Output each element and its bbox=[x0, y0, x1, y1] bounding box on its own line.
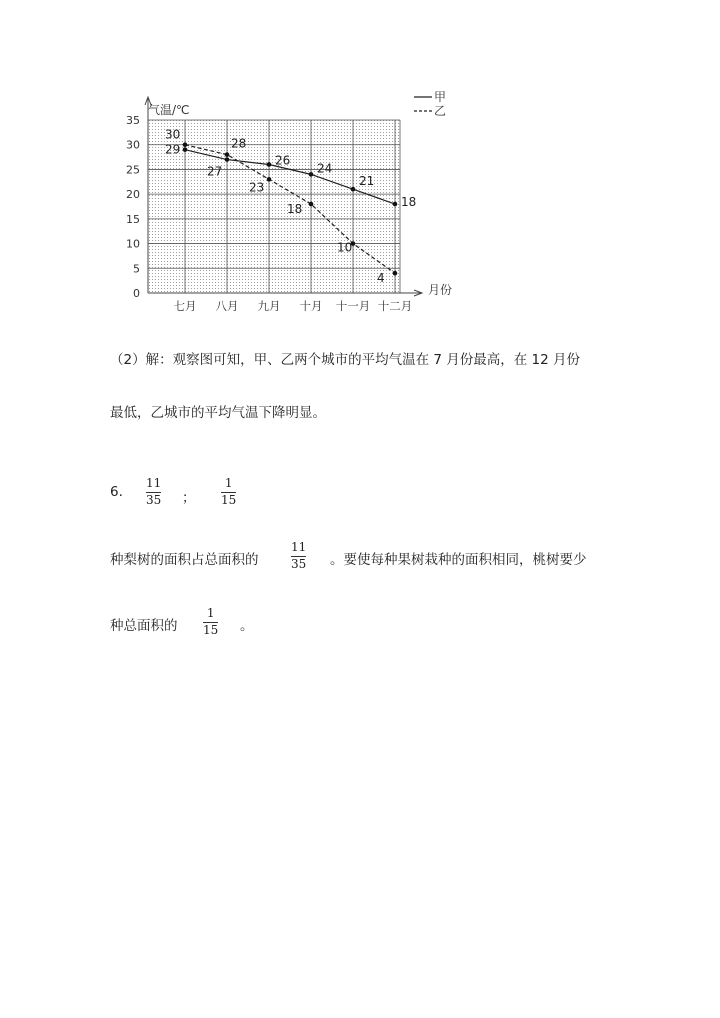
x-tick-label: 七月 bbox=[173, 299, 197, 313]
temperature-line-chart bbox=[100, 80, 480, 320]
fraction-numerator: 1 bbox=[224, 476, 233, 490]
x-tick-label: 十月 bbox=[299, 299, 323, 313]
data-label: 26 bbox=[275, 153, 291, 168]
y-tick-label: 15 bbox=[126, 212, 140, 226]
explanation-fraction-1 bbox=[291, 541, 306, 571]
y-tick-label: 5 bbox=[133, 262, 140, 276]
question-6-number: 6. bbox=[110, 484, 123, 500]
y-tick-label: 0 bbox=[133, 287, 140, 300]
data-point bbox=[267, 177, 272, 182]
answer-2-line-1: （2）解：观察图可知，甲、乙两个城市的平均气温在 7 月份最高，在 12 月份 bbox=[110, 352, 581, 368]
data-label: 10 bbox=[337, 240, 353, 255]
answer-2-line-2: 最低，乙城市的平均气温下降明显。 bbox=[110, 405, 326, 421]
y-tick-label: 20 bbox=[126, 188, 140, 202]
fraction-numerator: 11 bbox=[146, 476, 162, 490]
explanation-line-2-end: 。 bbox=[240, 618, 254, 634]
data-label: 29 bbox=[165, 142, 181, 157]
data-label: 21 bbox=[359, 174, 375, 189]
x-tick-label: 十二月 bbox=[377, 299, 413, 313]
explanation-line-1-start: 种梨树的面积占总面积的 bbox=[110, 552, 259, 568]
data-point bbox=[225, 152, 230, 157]
fraction-denominator: 35 bbox=[146, 493, 162, 507]
x-tick-label: 十一月 bbox=[335, 299, 371, 313]
y-tick-label: 35 bbox=[126, 114, 140, 127]
question-6-fraction-a bbox=[146, 477, 161, 507]
data-label: 27 bbox=[207, 164, 223, 179]
explanation-line-1-end: 。要使每种果树栽种的面积相同，桃树要少 bbox=[330, 552, 587, 568]
data-label: 18 bbox=[401, 195, 417, 210]
legend bbox=[414, 90, 446, 118]
data-point bbox=[183, 147, 188, 152]
data-label: 24 bbox=[317, 161, 333, 176]
y-axis-label: 气温/℃ bbox=[148, 103, 190, 117]
fraction-numerator: 11 bbox=[291, 540, 307, 554]
fraction-numerator: 1 bbox=[206, 606, 215, 620]
data-point bbox=[309, 202, 314, 207]
data-point bbox=[309, 172, 314, 177]
x-tick-label: 九月 bbox=[257, 299, 281, 313]
y-tick-label: 10 bbox=[126, 237, 140, 251]
explanation-line-2-start: 种总面积的 bbox=[110, 618, 178, 634]
data-label: 18 bbox=[287, 202, 303, 217]
data-point bbox=[225, 157, 230, 162]
y-tick-label: 25 bbox=[126, 163, 140, 177]
y-tick-label: 30 bbox=[126, 138, 140, 152]
data-label: 28 bbox=[231, 136, 247, 151]
legend-label-yi: 乙 bbox=[434, 104, 447, 118]
fraction-denominator: 15 bbox=[203, 623, 219, 637]
data-label: 4 bbox=[377, 271, 385, 286]
x-tick-label: 八月 bbox=[215, 299, 239, 313]
data-label: 30 bbox=[165, 127, 181, 142]
question-6-separator: ； bbox=[182, 490, 196, 506]
data-point bbox=[393, 271, 398, 276]
legend-label-jia: 甲 bbox=[434, 90, 447, 104]
fraction-denominator: 35 bbox=[291, 557, 307, 571]
data-label: 23 bbox=[249, 180, 265, 195]
explanation-fraction-2 bbox=[203, 607, 218, 637]
data-point bbox=[267, 162, 272, 167]
fraction-denominator: 15 bbox=[221, 493, 237, 507]
data-point bbox=[351, 187, 356, 192]
question-6-fraction-b bbox=[221, 477, 236, 507]
data-point bbox=[393, 202, 398, 207]
data-point bbox=[183, 142, 188, 147]
x-axis-label: 月份 bbox=[428, 283, 453, 297]
